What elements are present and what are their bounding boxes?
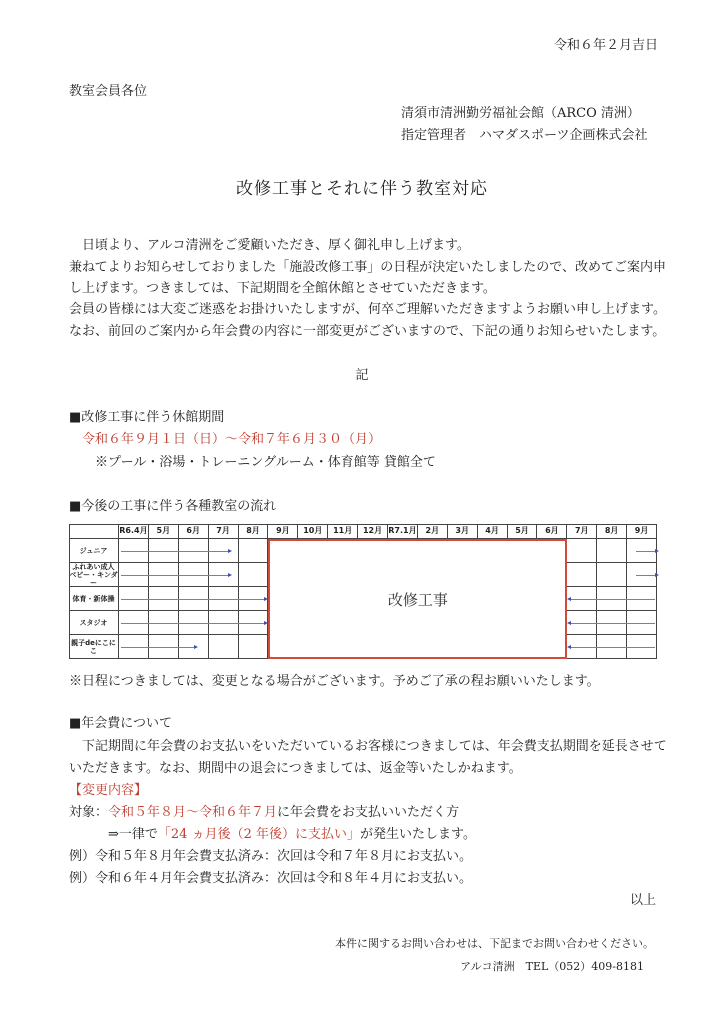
timeline-arrow	[121, 623, 264, 624]
timeline-arrow	[121, 647, 194, 648]
schedule-month-header: R6.4月	[119, 524, 149, 539]
schedule-month-header: 8月	[239, 524, 269, 539]
schedule-month-header: 11月	[328, 524, 358, 539]
target-period: 令和５年８月～令和６年７月	[108, 805, 278, 820]
schedule-row-label: スタジオ	[69, 611, 119, 635]
ki-marker: 記	[355, 368, 369, 383]
uniform-value: 「24 ヵ月後（2 年後）に支払い」	[157, 827, 360, 842]
contact-line: 本件に関するお問い合わせは、下記までお問い合わせください。	[335, 937, 654, 950]
intro-line: 兼ねてよりお知らせしておりました「施設改修工事」の日程が決定いたしましたので、改めてご案内申	[69, 260, 667, 275]
construction-block: 改修工事	[268, 539, 567, 659]
schedule-month-header: 8月	[597, 524, 627, 539]
schedule-month-header: 4月	[478, 524, 508, 539]
schedule-month-header: 5月	[508, 524, 538, 539]
timeline-arrow	[121, 599, 264, 600]
document-date: 令和６年２月吉日	[553, 38, 658, 53]
intro-line: し上げます。つきましては、下記期間を全館休館とさせていただきます。	[69, 281, 496, 296]
closing-mark: 以上	[629, 893, 656, 908]
schedule-month-header: 9月	[268, 524, 298, 539]
closure-period: 令和６年９月１日（日）～令和７年６月３０（月）	[82, 432, 382, 447]
sender-manager: 指定管理者 ハマダスポーツ企画株式会社	[401, 128, 648, 143]
schedule-month-header: 12月	[358, 524, 388, 539]
schedule-row-label: 親子deにこにこ	[69, 635, 119, 659]
schedule-month-header: 9月	[627, 524, 657, 539]
fee-body-line: 下記期間に年会費のお支払いをいただいているお客様につきましては、年会費支払期間を延長させて	[69, 739, 667, 754]
schedule-note: ※日程につきましては、変更となる場合がございます。予めご了承の程お願いいたします。	[69, 674, 600, 689]
addressee: 教室会員各位	[69, 84, 148, 99]
schedule-month-header: 6月	[179, 524, 209, 539]
schedule-month-header: 5月	[149, 524, 179, 539]
timeline-arrow	[636, 575, 655, 576]
schedule-month-header: 3月	[448, 524, 478, 539]
page-title: 改修工事とそれに伴う教室対応	[236, 179, 488, 199]
change-label: 【変更内容】	[69, 783, 148, 798]
timeline-arrow	[636, 551, 655, 552]
contact-phone: アルコ清洲 TEL（052）409-8181	[460, 960, 644, 973]
schedule-month-header: R7.1月	[388, 524, 418, 539]
intro-line: なお、前回のご案内から年会費の内容に一部変更がございますので、下記の通りお知らせいたします。	[69, 324, 666, 339]
sender-organization: 清須市清洲勤労福祉会館（ARCO 清洲）	[401, 106, 640, 121]
schedule-heading: ■今後の工事に伴う各種教室の流れ	[69, 499, 277, 514]
schedule-month-header: 7月	[209, 524, 239, 539]
timeline-arrow	[571, 599, 655, 600]
uniform-prefix: ⇒一律で	[108, 827, 158, 842]
schedule-month-header: 7月	[567, 524, 597, 539]
intro-line: 日頃より、アルコ清洲をご愛顧いただき、厚く御礼申し上げます。	[69, 238, 470, 253]
schedule-row-label: 体育・新体操	[69, 587, 119, 611]
schedule-table	[69, 524, 657, 659]
timeline-arrow	[121, 575, 228, 576]
uniform-suffix: が発生いたします。	[359, 827, 476, 842]
closure-note: ※プール・浴場・トレーニングルーム・体育館等 貸館全て	[95, 455, 436, 470]
target-prefix: 対象：	[69, 805, 109, 820]
timeline-arrow	[571, 647, 655, 648]
timeline-arrow	[571, 623, 655, 624]
schedule-row-label: ふれあい成人 ベビー・キンダー	[69, 562, 118, 587]
fee-example: 例）令和６年４月年会費支払済み：次回は令和８年４月にお支払い。	[69, 871, 473, 886]
schedule-row-label: ジュニア	[69, 539, 119, 563]
schedule-month-header: 10月	[298, 524, 328, 539]
target-suffix: に年会費をお支払いいただく方	[277, 805, 460, 820]
schedule-month-header: 2月	[418, 524, 448, 539]
fee-example: 例）令和５年８月年会費支払済み：次回は令和７年８月にお支払い。	[69, 849, 473, 864]
closure-heading: ■改修工事に伴う休館期間	[69, 410, 225, 425]
timeline-arrow	[121, 551, 228, 552]
intro-line: 会員の皆様には大変ご迷惑をお掛けいたしますが、何卒ご理解いただきますようお願い申し上げます。	[69, 302, 666, 317]
target-line	[69, 805, 459, 821]
schedule-month-header: 6月	[537, 524, 567, 539]
fee-body-line: いただきます。なお、期間中の退会につきましては、返金等いたしかねます。	[69, 761, 522, 776]
uniform-line	[108, 827, 476, 843]
fee-heading: ■年会費について	[69, 716, 173, 731]
